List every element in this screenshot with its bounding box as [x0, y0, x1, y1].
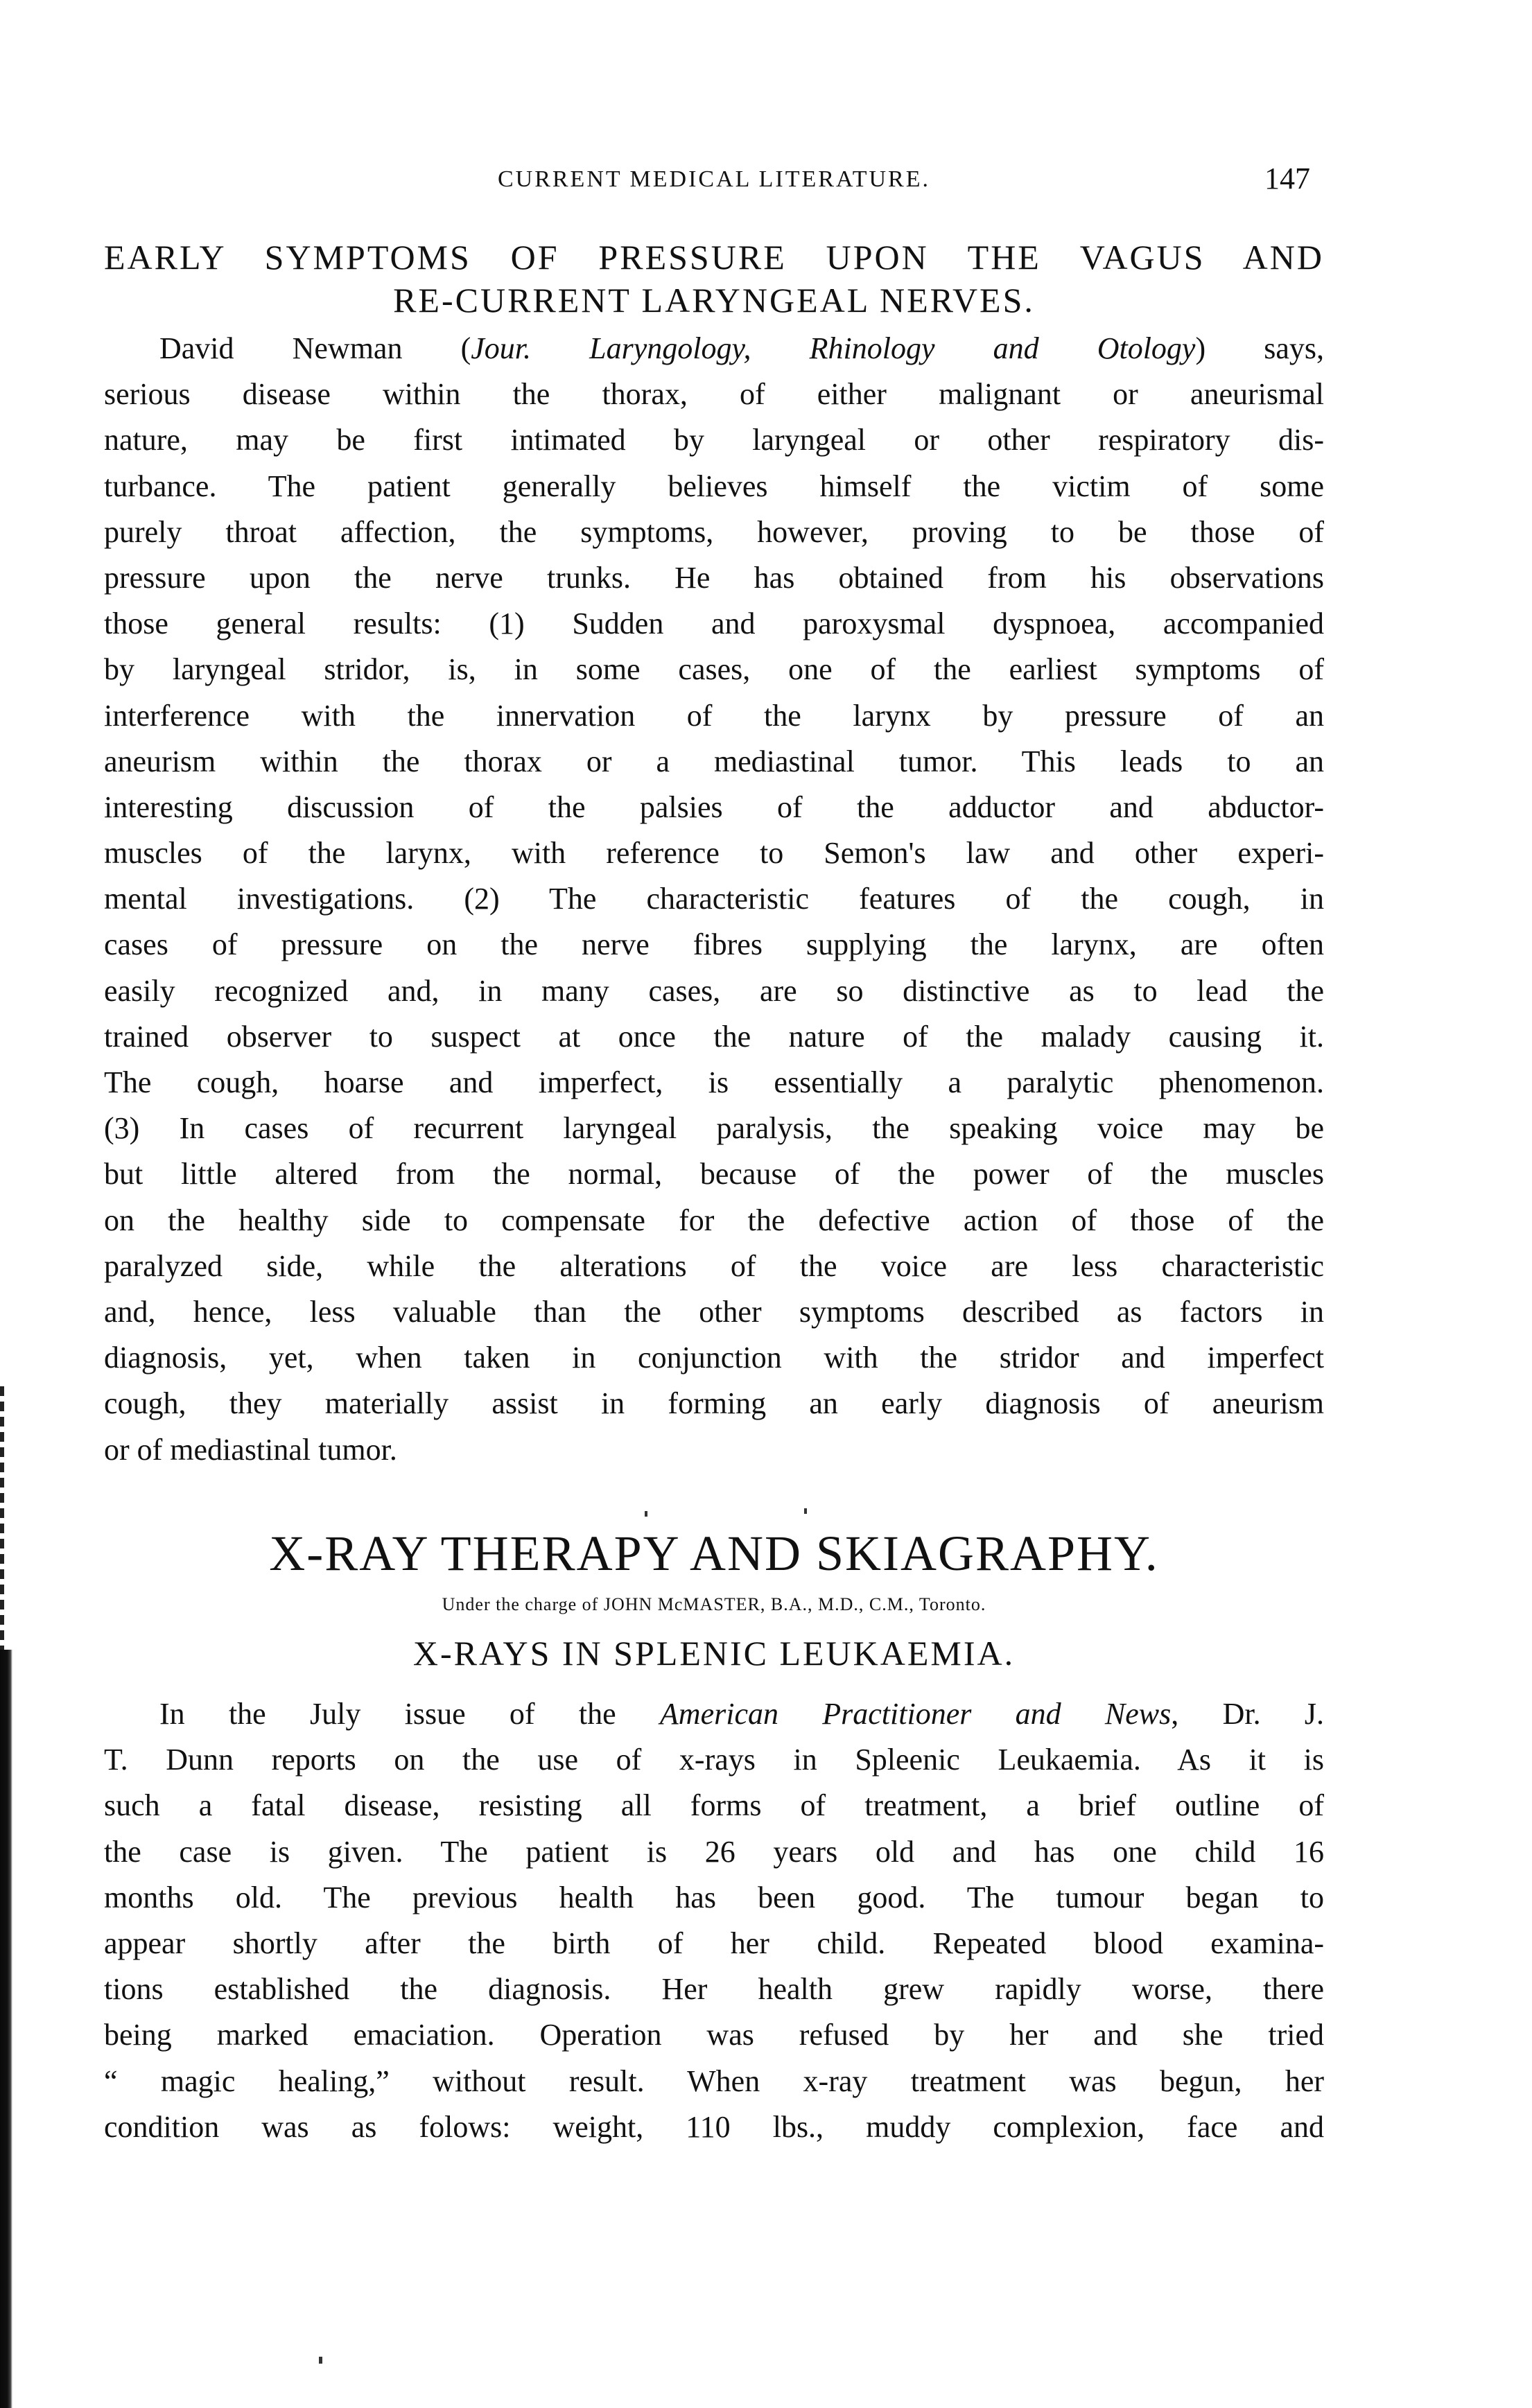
running-header — [104, 161, 1324, 200]
paragraph-line: those general results: (1) Sudden and paroxysmal dyspnoea, accompanied — [104, 607, 1324, 641]
paragraph-line: turbance. The patient generally believes himself the victim of some — [104, 469, 1324, 503]
paragraph-line: and, hence, less valuable than the other symptoms described as factors in — [104, 1294, 1324, 1329]
paragraph-line: paralyzed side, while the alterations of the voice are less characteristic — [104, 1248, 1324, 1283]
page-number: 147 — [1264, 162, 1310, 195]
paragraph-line: (3) In cases of recurrent laryngeal paralysis, the speaking voice may be — [104, 1111, 1324, 1146]
paragraph-line: purely throat affection, the symptoms, however, proving to be those of — [104, 514, 1324, 549]
paragraph-line: trained observer to suspect at once the nature of the malady causing it. — [104, 1019, 1324, 1054]
paragraph-line: muscles of the larynx, with reference to Semon's law and other experi- — [104, 836, 1324, 871]
paragraph-line: such a fatal disease, resisting all forms of treatment, a brief outline of — [104, 1788, 1324, 1823]
paragraph-line: being marked emaciation. Operation was refused by her and she tried — [104, 2018, 1324, 2052]
paragraph-line: diagnosis, yet, when taken in conjunction with the stridor and imperfect — [104, 1341, 1324, 1375]
section-byline: Under the charge of JOHN McMASTER, B.A., M.D., C.M., Toronto. — [442, 1594, 986, 1614]
article2-body — [104, 1691, 1324, 2150]
paragraph-line: mental investigations. (2) The characteristic features of the cough, in — [104, 882, 1324, 916]
paragraph-line: aneurism within the thorax or a mediastinal tumor. This leads to an — [104, 744, 1324, 778]
paragraph-line: condition was as folows: weight, 110 lbs., muddy complexion, face and — [104, 2109, 1324, 2144]
paragraph-line: “ magic healing,” without result. When x-ray treatment was begun, her — [104, 2064, 1324, 2098]
paragraph-line: pressure upon the nerve trunks. He has obtained from his observations — [104, 560, 1324, 595]
paragraph-line: or of mediastinal tumor. — [104, 1432, 397, 1467]
paragraph-line: nature, may be first intimated by laryngeal or other respiratory dis- — [104, 423, 1324, 457]
paragraph-line: T. Dunn reports on the use of x-rays in Spleenic Leukaemia. As it is — [104, 1743, 1324, 1777]
paragraph-line: The cough, hoarse and imperfect, is essentially a paralytic phenomenon. — [104, 1065, 1324, 1099]
paragraph-line: but little altered from the normal, because of the power of the muscles — [104, 1157, 1324, 1192]
scan-border-marks — [0, 1386, 4, 1650]
article1-title-line2: RE-CURRENT LARYNGEAL NERVES. — [393, 281, 1035, 320]
print-speck — [319, 2357, 322, 2364]
paragraph-line: appear shortly after the birth of her child. Repeated blood examina- — [104, 1926, 1324, 1960]
journal-citation: Jour. Laryngology, Rhinology and Otology — [471, 331, 1196, 365]
paragraph-line: interesting discussion of the palsies of the adductor and abductor- — [104, 789, 1324, 824]
running-head-title: CURRENT MEDICAL LITERATURE. — [497, 166, 931, 192]
paragraph-line: the case is given. The patient is 26 years old and has one child 16 — [104, 1834, 1324, 1869]
paragraph-line: David Newman (Jour. Laryngology, Rhinology and Otology) says, — [159, 331, 1324, 365]
paragraph-line: cases of pressure on the nerve fibres supplying the larynx, are often — [104, 927, 1324, 962]
paragraph-line: In the July issue of the American Practitioner and News, Dr. J. — [159, 1697, 1325, 1731]
paragraph-line: serious disease within the thorax, of either malignant or aneurismal — [104, 377, 1324, 412]
paragraph-line: tions established the diagnosis. Her health grew rapidly worse, there — [104, 1972, 1324, 2007]
article1-body — [104, 326, 1324, 1473]
section-title: X-RAY THERAPY AND SKIAGRAPHY. — [269, 1526, 1159, 1581]
print-speck — [645, 1511, 647, 1517]
article1-title-line1: EARLY SYMPTOMS OF PRESSURE UPON THE VAGUS AND — [104, 238, 1324, 277]
paragraph-line: cough, they materially assist in forming an early diagnosis of aneurism — [104, 1386, 1324, 1421]
journal-citation: American Practitioner and News — [659, 1697, 1172, 1731]
print-speck — [804, 1508, 807, 1514]
paragraph-line: interference with the innervation of the larynx by pressure of an — [104, 698, 1324, 733]
paragraph-line: easily recognized and, in many cases, are so distinctive as to lead the — [104, 973, 1324, 1008]
scan-border-edge — [0, 1650, 12, 2408]
paragraph-line: by laryngeal stridor, is, in some cases, one of the earliest symptoms of — [104, 652, 1324, 687]
paragraph-line: on the healthy side to compensate for the defective action of those of the — [104, 1203, 1324, 1237]
article2-title: X-RAYS IN SPLENIC LEUKAEMIA. — [412, 1634, 1016, 1673]
paragraph-line: months old. The previous health has been good. The tumour began to — [104, 1880, 1324, 1914]
